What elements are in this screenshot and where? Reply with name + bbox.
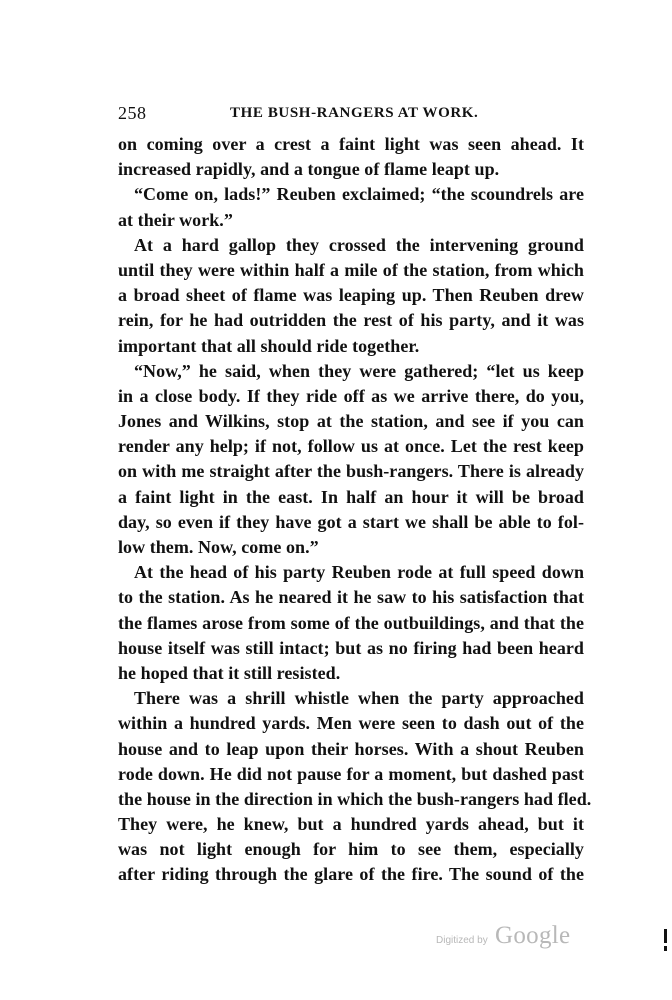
text-line: within a hundred yards. Men were seen to dash out of the: [118, 713, 584, 734]
text-line: increased rapidly, and a tongue of flame leapt up.: [118, 159, 500, 180]
text-line: rode down. He did not pause for a moment, but dashed past: [118, 763, 584, 784]
text-line: the flames arose from some of the outbuildings, and that the: [118, 612, 584, 633]
text-line: render any help; if not, follow us at once. Let the rest keep: [118, 436, 584, 457]
text-line: “Come on, lads!” Reuben exclaimed; “the scoundrels are: [134, 184, 584, 205]
text-line: They were, he knew, but a hundred yards ahead, but it: [118, 814, 584, 835]
text-line: the house in the direction in which the bush-rangers had fled.: [118, 788, 592, 809]
text-line: to the station. As he neared it he saw to his satisfaction that: [118, 587, 584, 608]
text-line: until they were within half a mile of the station, from which: [118, 259, 584, 280]
text-line: at their work.”: [118, 209, 233, 230]
text-line: house itself was still intact; but as no firing had been heard: [118, 637, 584, 658]
text-line: house and to leap upon their horses. With a shout Reuben: [118, 738, 584, 759]
text-line: There was a shrill whistle when the party approached: [134, 688, 584, 709]
text-line: was not light enough for him to see them, especially: [118, 839, 584, 860]
body-text: [118, 132, 592, 888]
text-line: At the head of his party Reuben rode at full speed down: [134, 562, 584, 583]
text-line: a broad sheet of flame was leaping up. Then Reuben drew: [118, 285, 584, 306]
running-head: THE BUSH-RANGERS AT WORK.: [230, 105, 479, 121]
text-line: important that all should ride together.: [118, 335, 420, 356]
text-line: day, so even if they have got a start we shall be able to fol-: [118, 511, 584, 532]
text-line: Jones and Wilkins, stop at the station, and see if you can: [118, 411, 584, 432]
text-line: in a close body. If they ride off as we arrive there, do you,: [118, 385, 584, 406]
text-line: rein, for he had outridden the rest of his party, and it was: [118, 310, 584, 331]
text-line: on coming over a crest a faint light was seen ahead. It: [118, 134, 584, 154]
google-logo: Google: [495, 922, 571, 949]
text-line: after riding through the glare of the fire. The sound of the: [118, 864, 584, 885]
page-number: 258: [118, 103, 147, 123]
text-line: on with me straight after the bush-rangers. There is already: [118, 461, 584, 482]
google-watermark: [436, 924, 586, 954]
text-line: “Now,” he said, when they were gathered; “let us keep: [134, 360, 584, 381]
text-line: At a hard gallop they crossed the intervening ground: [134, 234, 584, 255]
digitized-by-label: Digitized by: [436, 935, 488, 946]
page-edge-mark: [664, 929, 667, 951]
text-line: he hoped that it still resisted.: [118, 662, 341, 683]
text-line: a faint light in the east. In half an hour it will be broad: [118, 486, 584, 507]
page-header: [118, 103, 588, 127]
text-line: low them. Now, come on.”: [118, 537, 319, 557]
